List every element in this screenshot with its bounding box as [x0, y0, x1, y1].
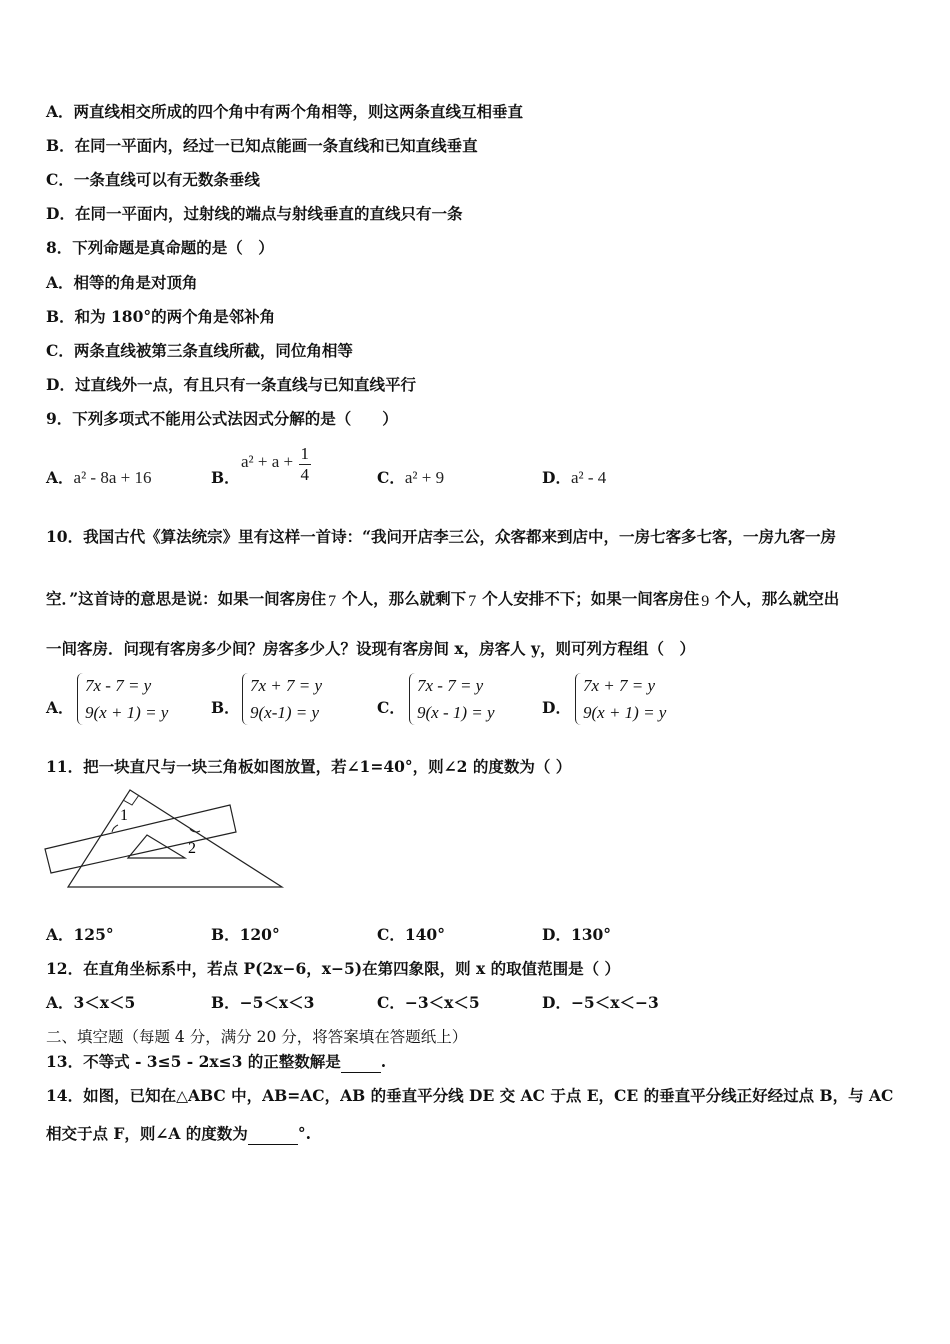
- q10-line3: 一间客房．问现有客房多少间？房客多少人？设现有客房间 x，房客人 y，则可列方程组（ ）: [46, 639, 696, 658]
- q13-end: .: [380, 1052, 387, 1071]
- q10-option-a-system: [77, 673, 197, 725]
- q10-n2: 7: [468, 593, 477, 610]
- q9-option-a-label: A．: [46, 468, 74, 487]
- angle-1-arc: [112, 825, 118, 832]
- q12-stem: 12．在直角坐标系中，若点 P(2x−6，x−5)在第四象限，则 x 的取值范围是（ ）: [46, 959, 621, 978]
- q11-stem: 11．把一块直尺与一块三角板如图放置，若∠1=40°，则∠2 的度数为（ ）: [46, 757, 572, 776]
- q9-option-d-label: D．: [542, 468, 571, 487]
- q7-option-a: A．两直线相交所成的四个角中有两个角相等，则这两条直线互相垂直: [46, 102, 524, 121]
- q9-option-c: [377, 468, 444, 488]
- q9-option-b-denominator: 4: [300, 465, 310, 484]
- q14-line2: 相交于点 F，则∠A 的度数为: [46, 1124, 248, 1143]
- q9-option-a: [46, 468, 151, 488]
- q9-stem: 9．下列多项式不能用公式法因式分解的是（ ）: [46, 409, 398, 428]
- brace-icon: [242, 673, 249, 725]
- q9-option-d: [542, 468, 606, 488]
- q13-answer-blank: [341, 1052, 381, 1073]
- q9-option-d-expr: a² - 4: [570, 468, 607, 487]
- ruler-triangle-figure: [40, 785, 290, 895]
- q10-option-b-eq1: 7x + 7 = y: [250, 676, 323, 695]
- q14-line2-wrap: [46, 1124, 311, 1145]
- q10-option-a-eq1: 7x - 7 = y: [85, 676, 152, 695]
- q10-option-d-label: D．: [542, 698, 571, 717]
- q9-option-b-expr: a² + a +: [241, 452, 294, 471]
- q13-stem: 13．不等式 - 3≤5 - 2x≤3 的正整数解是: [46, 1052, 341, 1071]
- q12-option-a: A．3＜x＜5: [46, 993, 136, 1012]
- angle-1-label: 1: [120, 807, 128, 824]
- q10-option-c-label: C．: [377, 698, 405, 717]
- q12-option-c: C．−3＜x＜5: [377, 993, 480, 1012]
- q10-option-b-system: [242, 673, 362, 725]
- q14-end: °.: [297, 1124, 311, 1143]
- q9-option-b-fraction: [299, 444, 312, 485]
- q10-option-d-eq2: 9(x + 1) = y: [583, 703, 667, 722]
- q10-line2-d: 个人，那么就空出: [715, 589, 840, 608]
- set-square-outline: [68, 790, 282, 887]
- q12-option-b: B．−5＜x＜3: [211, 993, 315, 1012]
- q14-line1: 14．如图，已知在△ABC 中，AB=AC，AB 的垂直平分线 DE 交 AC 于点 E，CE 的垂直平分线正好经过点 B，与 AC: [46, 1086, 894, 1105]
- q10-line2-a: 空．”这首诗的意思是说：如果一间客房住: [46, 589, 327, 608]
- q7-option-c: C．一条直线可以有无数条垂线: [46, 170, 260, 189]
- q10-line2-b: 个人，那么就剩下: [342, 589, 467, 608]
- q9-option-b: [241, 444, 311, 485]
- q12-option-d: D．−5＜x＜−3: [542, 993, 659, 1012]
- q10-line2-c: 个人安排不下；如果一间客房住: [482, 589, 700, 608]
- section-2-heading: 二、填空题（每题 4 分，满分 20 分，将答案填在答题纸上）: [46, 1028, 468, 1046]
- angle-2-label: 2: [188, 840, 196, 857]
- q14-answer-blank: [248, 1124, 298, 1145]
- q9-option-c-label: C．: [377, 468, 405, 487]
- q11-option-a: A．125°: [46, 925, 114, 944]
- q9-option-b-label: B．: [211, 468, 240, 487]
- q11-option-c: C．140°: [377, 925, 445, 944]
- q9-option-b-numerator: 1: [300, 444, 310, 463]
- q7-option-b: B．在同一平面内，经过一已知点能画一条直线和已知直线垂直: [46, 136, 478, 155]
- q8-option-a: A．相等的角是对顶角: [46, 273, 198, 292]
- q10-n1: 7: [328, 593, 337, 610]
- q13: [46, 1052, 386, 1073]
- q9-option-c-expr: a² + 9: [404, 468, 445, 487]
- q10-option-a-eq2: 9(x + 1) = y: [85, 703, 169, 722]
- q8-option-c: C．两条直线被第三条直线所截，同位角相等: [46, 341, 353, 360]
- brace-icon: [409, 673, 416, 725]
- q10-option-d-system: [575, 673, 695, 725]
- q10-n3: 9: [701, 593, 710, 610]
- q10-option-c-eq1: 7x - 7 = y: [417, 676, 484, 695]
- q10-option-a-label: A．: [46, 698, 74, 717]
- q10-line2: [46, 589, 839, 609]
- brace-icon: [575, 673, 582, 725]
- q8-stem: 8．下列命题是真命题的是（ ）: [46, 238, 274, 257]
- q11-option-d: D．130°: [542, 925, 612, 944]
- brace-icon: [77, 673, 84, 725]
- q10-option-b-label: B．: [211, 698, 240, 717]
- q8-option-d: D．过直线外一点，有且只有一条直线与已知直线平行: [46, 375, 416, 394]
- q10-option-c-system: [409, 673, 529, 725]
- q10-option-b-eq2: 9(x-1) = y: [250, 703, 320, 722]
- q9-option-a-expr: a² - 8a + 16: [73, 468, 152, 487]
- q10-line1: 10．我国古代《算法统宗》里有这样一首诗：“我问开店李三公，众客都来到店中，一房七客多七客，一房九客一房: [46, 527, 836, 546]
- q10-option-d-eq1: 7x + 7 = y: [583, 676, 656, 695]
- q8-option-b: B．和为 180°的两个角是邻补角: [46, 307, 276, 326]
- q11-option-b: B．120°: [211, 925, 280, 944]
- q10-option-c-eq2: 9(x - 1) = y: [417, 703, 495, 722]
- q9-option-b-label-wrap: [211, 468, 240, 488]
- q7-option-d: D．在同一平面内，过射线的端点与射线垂直的直线只有一条: [46, 204, 463, 223]
